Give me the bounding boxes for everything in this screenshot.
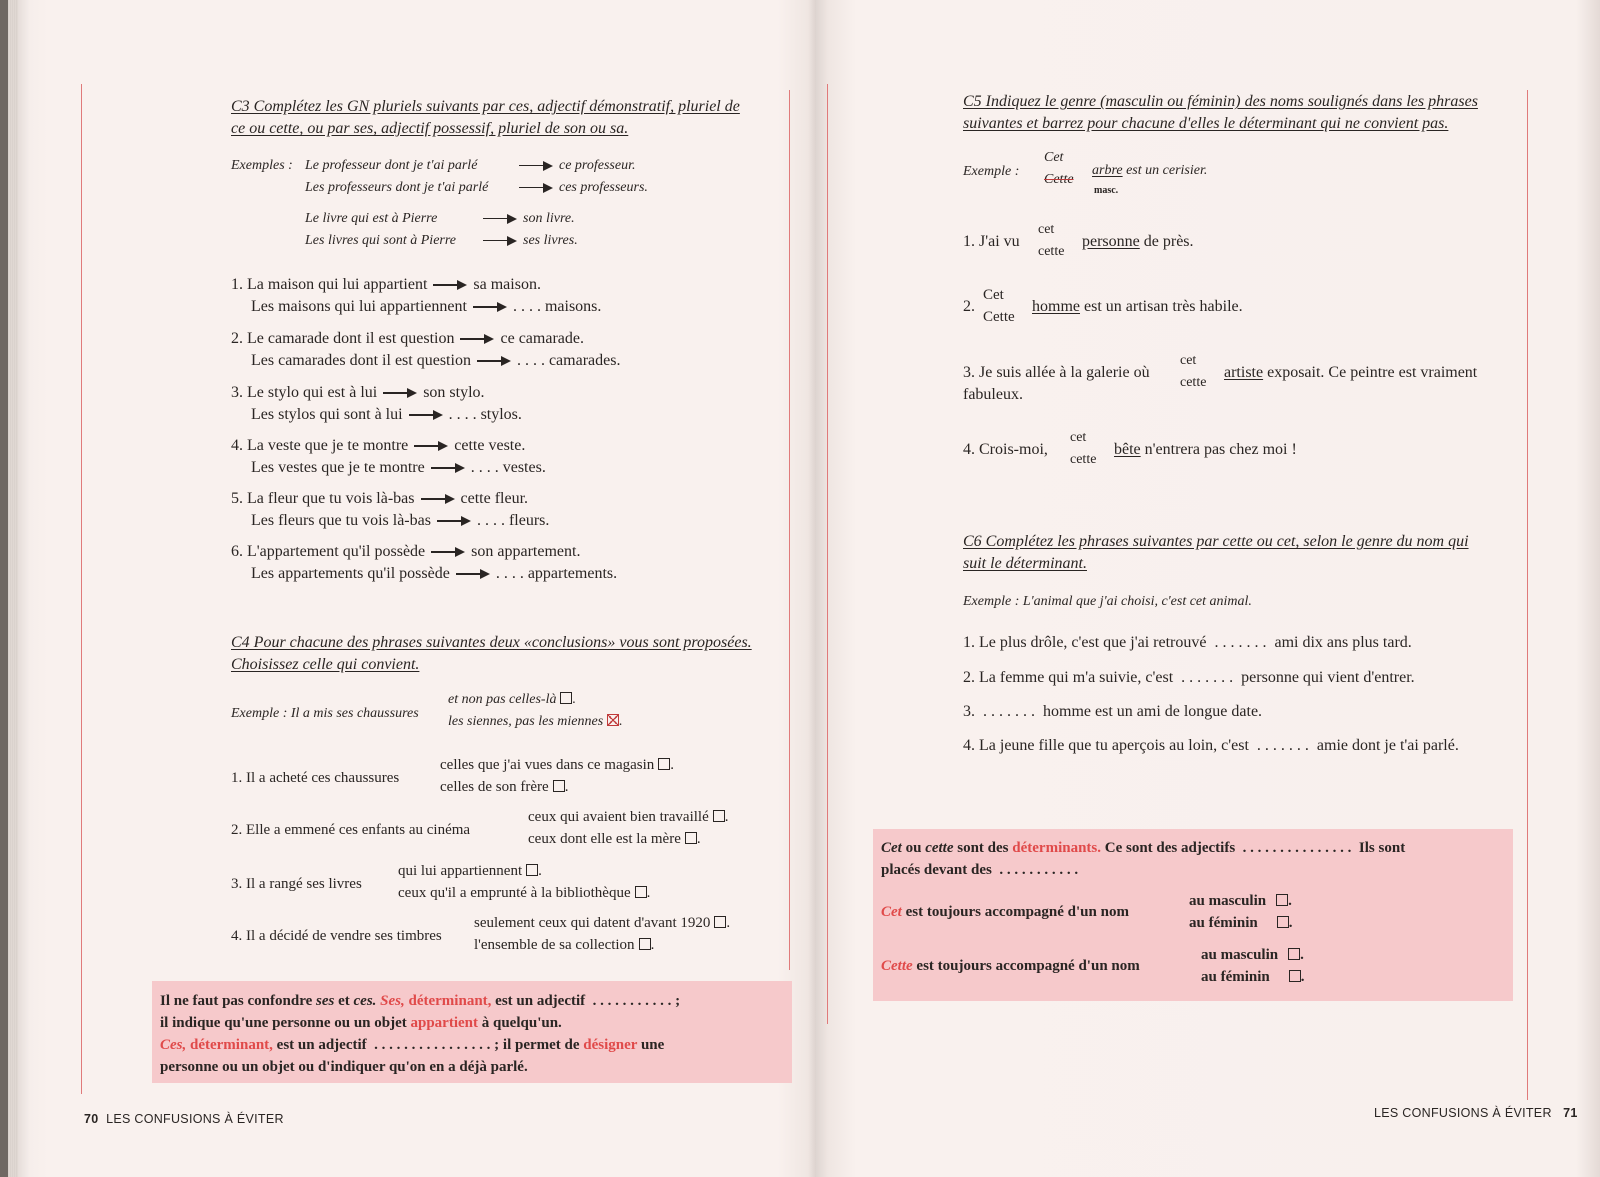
answer-blank[interactable]: . . . . fleurs. — [476, 512, 550, 529]
arrow-icon — [519, 183, 553, 193]
c6-title-line2: suit le déterminant. — [963, 555, 1087, 572]
c4-option: ceux dont elle est la mère . — [528, 831, 701, 847]
checkbox[interactable] — [1288, 948, 1300, 960]
page-number: 71 — [1563, 1106, 1578, 1120]
c6-item-3: 3. . . . . . . . homme est un ami de longue date. — [963, 703, 1263, 720]
c4-option: celles de son frère . — [440, 779, 569, 795]
answer-blank[interactable]: . . . . . . . . . . . — [999, 862, 1079, 878]
c5-item-1: 1. J'ai vu — [963, 233, 1020, 250]
checkbox[interactable] — [560, 692, 572, 704]
c4-item-stem: 4. Il a décidé de vendre ses timbres — [231, 928, 442, 944]
c4-example-option: et non pas celles-là . — [448, 692, 576, 707]
answer-blank[interactable]: . . . . camarades. — [516, 352, 621, 369]
c4-example: Exemple : Il a mis ses chaussures — [231, 706, 419, 721]
note-line-1: Cet ou cette sont des déterminants. Ce sont des adjectifs . . . . . . . . . . . . . . . Ils sont — [881, 840, 1406, 856]
note-option: au féminin . — [1189, 915, 1293, 931]
c3-item-4: 4. La veste que je te montre cette veste. Les vestes que je te montre . . . . vestes. — [231, 437, 546, 476]
determiner-option[interactable]: cet — [1070, 430, 1087, 445]
checkbox[interactable] — [658, 758, 670, 770]
checked-box[interactable] — [607, 714, 619, 726]
c5-example-gender: masc. — [1094, 185, 1119, 196]
answer-blank[interactable]: . . . . appartements. — [495, 565, 618, 582]
c4-title-line1: C4 Pour chacune des phrases suivantes deux «conclusions» vous sont proposées. — [231, 634, 752, 651]
running-title: LES CONFUSIONS À ÉVITER — [106, 1112, 284, 1126]
answer-blank[interactable]: . . . . . . . — [983, 703, 1035, 720]
c4-option: seulement ceux qui datent d'avant 1920 . — [474, 915, 731, 931]
page-right — [816, 0, 1600, 1177]
c6-item-2: 2. La femme qui m'a suivie, c'est . . . . . . . personne qui vient d'entrer. — [963, 669, 1415, 686]
arrow-icon — [433, 280, 467, 290]
determiner-option[interactable]: cet — [1180, 353, 1197, 368]
c5-example-cette-struck: Cette — [1044, 172, 1074, 187]
margin-rule — [1527, 90, 1528, 1100]
arrow-icon — [460, 334, 494, 344]
c5-item-2-text: homme est un artisan très habile. — [1032, 298, 1243, 315]
arrow-icon — [437, 516, 471, 526]
arrow-icon — [477, 356, 511, 366]
c5-title-line2: suivantes et barrez pour chacune d'elles le déterminant qui ne convient pas. — [963, 115, 1449, 132]
arrow-icon — [473, 302, 507, 312]
margin-rule — [81, 84, 82, 1094]
checkbox[interactable] — [553, 780, 565, 792]
determiner-option[interactable]: Cet — [983, 287, 1004, 303]
answer-blank[interactable]: . . . . . . . . . . . . . . . — [1242, 840, 1352, 856]
c4-option: celles que j'ai vues dans ce magasin . — [440, 757, 675, 773]
checkbox[interactable] — [526, 864, 538, 876]
arrow-icon — [409, 410, 443, 420]
note-option: au masculin . — [1201, 947, 1304, 963]
arrow-icon — [483, 214, 517, 224]
c4-item-stem: 1. Il a acheté ces chaussures — [231, 770, 400, 786]
determiner-option[interactable]: cette — [1180, 375, 1207, 390]
c3-example-row: Le livre qui est à Pierre son livre. — [305, 211, 575, 226]
c4-option: ceux qui avaient bien travaillé . — [528, 809, 729, 825]
c4-option: l'ensemble de sa collection . — [474, 937, 655, 953]
answer-blank[interactable]: . . . . maisons. — [512, 298, 602, 315]
c6-title-line1: C6 Complétez les phrases suivantes par cette ou cet, selon le genre du nom qui — [963, 533, 1469, 550]
note-line-2: placés devant des . . . . . . . . . . . — [881, 862, 1079, 878]
arrow-icon — [519, 161, 553, 171]
c5-item-1-text: personne de près. — [1082, 233, 1194, 250]
c6-example: Exemple : L'animal que j'ai choisi, c'est cet animal. — [963, 594, 1252, 609]
checkbox[interactable] — [1289, 970, 1301, 982]
page-number: 70 — [84, 1112, 99, 1126]
determiner-option[interactable]: cet — [1038, 222, 1055, 237]
c5-example-label: Exemple : — [963, 164, 1020, 179]
margin-rule — [789, 90, 790, 970]
c5-example-cet: Cet — [1044, 150, 1064, 165]
checkbox[interactable] — [714, 916, 726, 928]
note-row-cette: Cette est toujours accompagné d'un nom — [881, 958, 1140, 974]
checkbox[interactable] — [635, 886, 647, 898]
note-option: au féminin . — [1201, 969, 1305, 985]
c5-item-2: 2. — [963, 298, 975, 315]
answer-blank[interactable]: . . . . . . . . . . . ; — [592, 993, 681, 1009]
checkbox[interactable] — [685, 832, 697, 844]
arrow-icon — [421, 494, 455, 504]
c4-example-option: les siennes, pas les miennes . — [448, 714, 623, 729]
arrow-icon — [414, 441, 448, 451]
c3-examples-label: Exemples : — [231, 158, 293, 173]
c6-item-4: 4. La jeune fille que tu aperçois au loin, c'est . . . . . . . amie dont je t'ai parlé. — [963, 737, 1459, 754]
answer-blank[interactable]: . . . . vestes. — [470, 459, 546, 476]
c4-item-stem: 3. Il a rangé ses livres — [231, 876, 362, 892]
arrow-icon — [483, 236, 517, 246]
note-row-cet: Cet est toujours accompagné d'un nom — [881, 904, 1129, 920]
answer-blank[interactable]: . . . . . . . — [1256, 737, 1309, 754]
c3-example-row: Les professeurs dont je t'ai parlé ces professeurs. — [305, 180, 648, 195]
c5-title-line1: C5 Indiquez le genre (masculin ou féminin) des noms soulignés dans les phrases — [963, 93, 1478, 110]
answer-blank[interactable]: . . . . . . . . . . . . . . . . ; il permet de — [374, 1037, 580, 1053]
c3-item-3: 3. Le stylo qui est à lui son stylo. Les stylos qui sont à lui . . . . stylos. — [231, 384, 522, 423]
c4-option: qui lui appartiennent . — [398, 863, 542, 879]
c3-item-2: 2. Le camarade dont il est question ce camarade. Les camarades dont il est question . . . . camarades. — [231, 330, 621, 369]
page-edge — [8, 0, 18, 1177]
c5-item-3-line2: fabuleux. — [963, 386, 1023, 403]
c4-option: ceux qu'il a emprunté à la bibliothèque . — [398, 885, 651, 901]
note-text: Il ne faut pas confondre ses et ces. Ses, déterminant, est un adjectif . . . . . . . . . . . ; il indique qu'une personne ou un objet appartient à quelqu'un. Ces, déterminant, est un adjectif . . . . . . . . . . . . . . . . ; il permet de désigner une personne ou un objet ou d'indiquer qu'on en a déjà parlé. — [160, 993, 681, 1075]
page-footer — [84, 1112, 284, 1126]
answer-blank[interactable]: . . . . . . . — [1181, 669, 1234, 686]
c3-title-line2: ce ou cette, ou par ses, adjectif possessif, pluriel de son ou sa. — [231, 120, 629, 137]
running-title: LES CONFUSIONS À ÉVITER — [1374, 1106, 1552, 1120]
checkbox[interactable] — [1276, 894, 1288, 906]
note-option: au masculin . — [1189, 893, 1292, 909]
c3-item-5: 5. La fleur que tu vois là-bas cette fleur. Les fleurs que tu vois là-bas . . . . fleurs. — [231, 490, 550, 529]
checkbox[interactable] — [1277, 916, 1289, 928]
checkbox[interactable] — [639, 938, 651, 950]
c3-title-line1: C3 Complétez les GN pluriels suivants par ces, adjectif démonstratif, pluriel de — [231, 98, 740, 115]
page-footer — [1374, 1106, 1578, 1120]
c5-item-3-text: artiste exposait. Ce peintre est vraiment — [1224, 364, 1478, 381]
determiner-option[interactable]: cette — [1070, 452, 1097, 467]
c5-item-3: 3. Je suis allée à la galerie où — [963, 364, 1150, 381]
arrow-icon — [431, 463, 465, 473]
c4-item-stem: 2. Elle a emmené ces enfants au cinéma — [231, 822, 471, 838]
answer-blank[interactable]: . . . . stylos. — [448, 406, 522, 423]
c5-example-text: arbre est un cerisier. — [1092, 163, 1208, 178]
checkbox[interactable] — [713, 810, 725, 822]
c5-item-4: 4. Crois-moi, — [963, 441, 1048, 458]
arrow-icon — [456, 569, 490, 579]
determiner-option[interactable]: cette — [1038, 244, 1065, 259]
c3-example-row: Le professeur dont je t'ai parlé ce professeur. — [305, 158, 636, 173]
c3-item-6: 6. L'appartement qu'il possède son appartement. Les appartements qu'il possède . . . . appartements. — [231, 543, 618, 582]
arrow-icon — [431, 547, 465, 557]
c6-item-1: 1. Le plus drôle, c'est que j'ai retrouvé . . . . . . . ami dix ans plus tard. — [963, 634, 1412, 651]
page-left — [8, 0, 816, 1177]
margin-rule — [827, 84, 828, 1024]
answer-blank[interactable]: . . . . . . . — [1214, 634, 1267, 651]
c3-example-row: Les livres qui sont à Pierre ses livres. — [305, 233, 578, 248]
determiner-option[interactable]: Cette — [983, 309, 1015, 325]
arrow-icon — [383, 388, 417, 398]
c3-item-1: 1. La maison qui lui appartient sa maison. Les maisons qui lui appartiennent . . . . maisons. — [231, 276, 602, 315]
c5-item-4-text: bête n'entrera pas chez moi ! — [1114, 441, 1297, 458]
c4-title-line2: Choisissez celle qui convient. — [231, 656, 420, 673]
